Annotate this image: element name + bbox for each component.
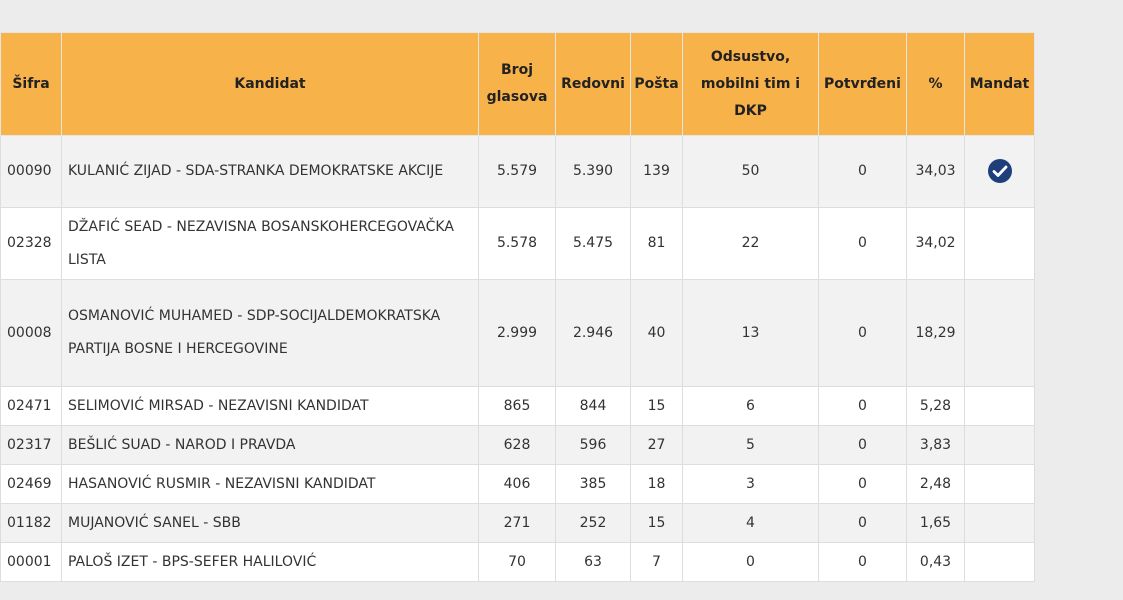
cell-sifra: 01182 [1, 504, 62, 543]
results-table-container [0, 32, 1034, 582]
cell-odsustvo: 50 [683, 136, 819, 208]
cell-potvrdeni: 0 [819, 543, 907, 582]
check-circle-icon [987, 158, 1013, 184]
cell-potvrdeni: 0 [819, 136, 907, 208]
cell-mandat [965, 504, 1035, 543]
header-redovni[interactable]: Redovni [556, 33, 631, 136]
cell-odsustvo: 3 [683, 465, 819, 504]
cell-sifra: 02328 [1, 208, 62, 280]
cell-potvrdeni: 0 [819, 208, 907, 280]
table-row [1, 543, 1035, 582]
table-row [1, 387, 1035, 426]
cell-posta: 15 [631, 504, 683, 543]
cell-posta: 40 [631, 280, 683, 387]
cell-redovni: 2.946 [556, 280, 631, 387]
cell-posta: 15 [631, 387, 683, 426]
cell-broj-glasova: 271 [479, 504, 556, 543]
table-row [1, 426, 1035, 465]
table-header-row [1, 33, 1035, 136]
cell-sifra: 00001 [1, 543, 62, 582]
cell-mandat [965, 136, 1035, 208]
header-broj-glasova[interactable]: Broj glasova [479, 33, 556, 136]
cell-posta: 18 [631, 465, 683, 504]
cell-broj-glasova: 406 [479, 465, 556, 504]
cell-mandat [965, 387, 1035, 426]
cell-potvrdeni: 0 [819, 465, 907, 504]
cell-sifra: 02471 [1, 387, 62, 426]
cell-odsustvo: 6 [683, 387, 819, 426]
cell-kandidat: MUJANOVIĆ SANEL - SBB [62, 504, 479, 543]
cell-potvrdeni: 0 [819, 504, 907, 543]
cell-sifra: 02469 [1, 465, 62, 504]
cell-redovni: 63 [556, 543, 631, 582]
cell-broj-glasova: 70 [479, 543, 556, 582]
cell-procenat: 3,83 [907, 426, 965, 465]
cell-mandat [965, 543, 1035, 582]
cell-potvrdeni: 0 [819, 280, 907, 387]
header-odsustvo[interactable]: Odsustvo, mobilni tim i DKP [683, 33, 819, 136]
cell-mandat [965, 426, 1035, 465]
cell-redovni: 596 [556, 426, 631, 465]
cell-odsustvo: 5 [683, 426, 819, 465]
cell-odsustvo: 22 [683, 208, 819, 280]
cell-procenat: 5,28 [907, 387, 965, 426]
cell-sifra: 00008 [1, 280, 62, 387]
table-row [1, 465, 1035, 504]
cell-mandat [965, 208, 1035, 280]
header-procenat[interactable]: % [907, 33, 965, 136]
cell-odsustvo: 13 [683, 280, 819, 387]
table-row [1, 136, 1035, 208]
cell-broj-glasova: 5.578 [479, 208, 556, 280]
cell-posta: 81 [631, 208, 683, 280]
cell-redovni: 5.390 [556, 136, 631, 208]
cell-odsustvo: 4 [683, 504, 819, 543]
results-table [0, 32, 1035, 582]
cell-redovni: 844 [556, 387, 631, 426]
cell-posta: 27 [631, 426, 683, 465]
table-row [1, 504, 1035, 543]
cell-kandidat: BEŠLIĆ SUAD - NAROD I PRAVDA [62, 426, 479, 465]
cell-kandidat: HASANOVIĆ RUSMIR - NEZAVISNI KANDIDAT [62, 465, 479, 504]
cell-procenat: 34,03 [907, 136, 965, 208]
cell-potvrdeni: 0 [819, 426, 907, 465]
header-mandat[interactable]: Mandat [965, 33, 1035, 136]
header-sifra[interactable]: Šifra [1, 33, 62, 136]
header-kandidat[interactable]: Kandidat [62, 33, 479, 136]
cell-redovni: 252 [556, 504, 631, 543]
cell-broj-glasova: 865 [479, 387, 556, 426]
cell-broj-glasova: 5.579 [479, 136, 556, 208]
cell-procenat: 18,29 [907, 280, 965, 387]
cell-kandidat: DŽAFIĆ SEAD - NEZAVISNA BOSANSKOHERCEGOVAČKA LISTA [62, 208, 479, 280]
cell-kandidat: SELIMOVIĆ MIRSAD - NEZAVISNI KANDIDAT [62, 387, 479, 426]
table-row [1, 208, 1035, 280]
cell-redovni: 385 [556, 465, 631, 504]
cell-redovni: 5.475 [556, 208, 631, 280]
cell-sifra: 02317 [1, 426, 62, 465]
cell-broj-glasova: 628 [479, 426, 556, 465]
cell-sifra: 00090 [1, 136, 62, 208]
cell-broj-glasova: 2.999 [479, 280, 556, 387]
cell-odsustvo: 0 [683, 543, 819, 582]
header-posta[interactable]: Pošta [631, 33, 683, 136]
cell-posta: 7 [631, 543, 683, 582]
cell-procenat: 2,48 [907, 465, 965, 504]
cell-posta: 139 [631, 136, 683, 208]
cell-mandat [965, 280, 1035, 387]
cell-kandidat: KULANIĆ ZIJAD - SDA-STRANKA DEMOKRATSKE AKCIJE [62, 136, 479, 208]
cell-procenat: 1,65 [907, 504, 965, 543]
cell-kandidat: OSMANOVIĆ MUHAMED - SDP-SOCIJALDEMOKRATSKA PARTIJA BOSNE I HERCEGOVINE [62, 280, 479, 387]
cell-kandidat: PALOŠ IZET - BPS-SEFER HALILOVIĆ [62, 543, 479, 582]
cell-procenat: 34,02 [907, 208, 965, 280]
cell-procenat: 0,43 [907, 543, 965, 582]
table-row [1, 280, 1035, 387]
header-potvrdeni[interactable]: Potvrđeni [819, 33, 907, 136]
cell-potvrdeni: 0 [819, 387, 907, 426]
cell-mandat [965, 465, 1035, 504]
